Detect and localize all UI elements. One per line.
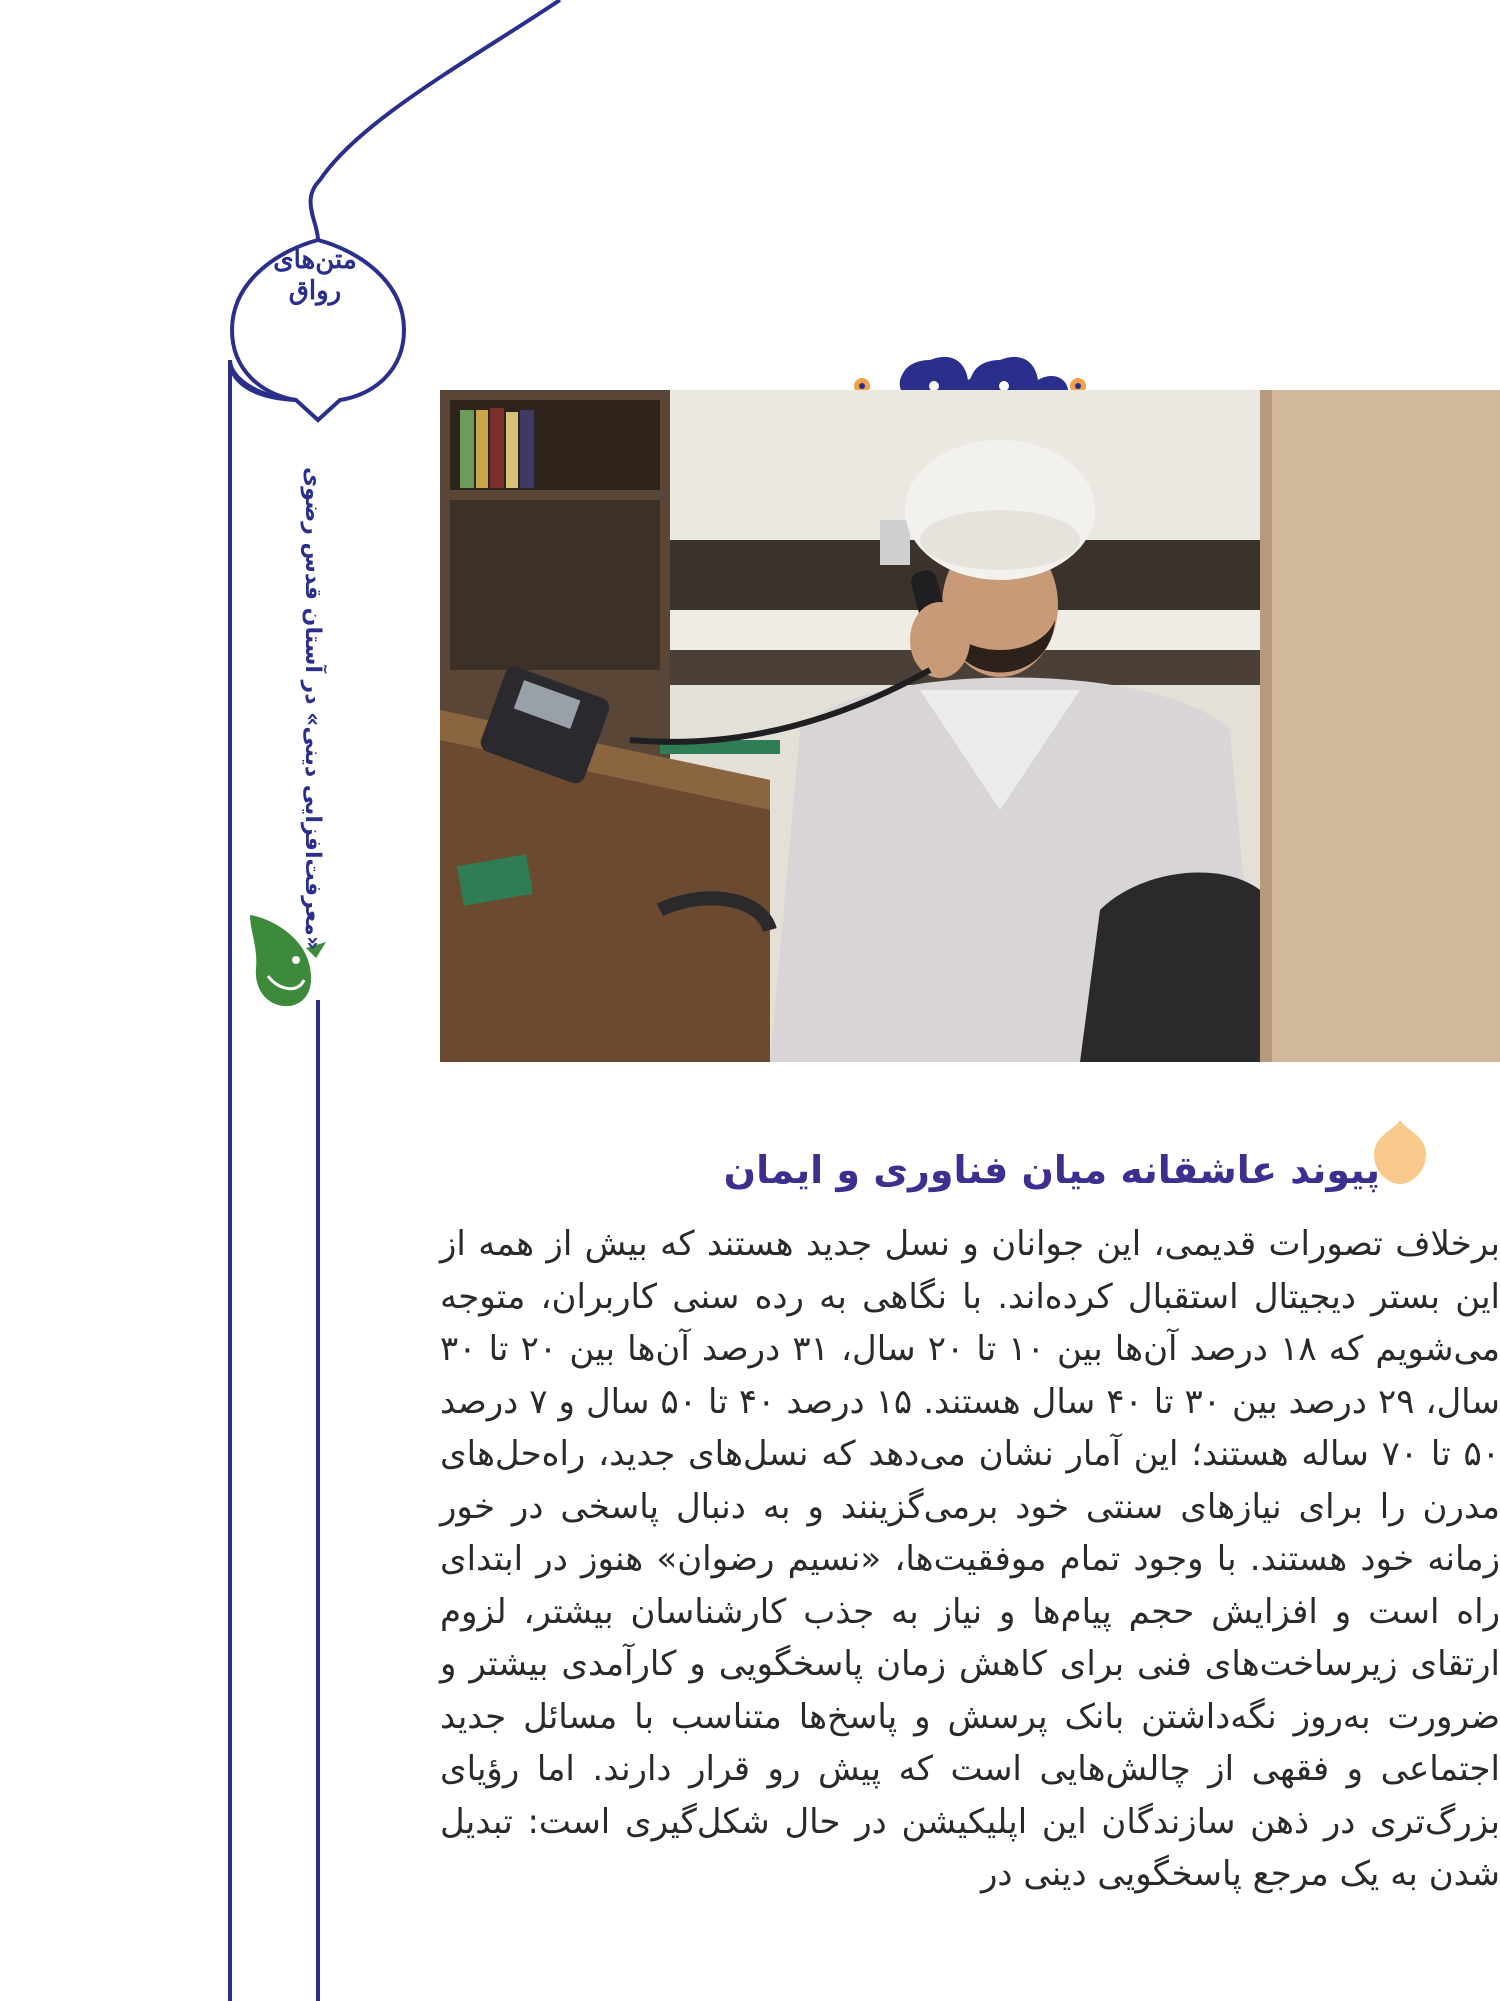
article-heading: پیوند عاشقانه میان فناوری و ایمان	[723, 1148, 1380, 1192]
article-paragraph: برخلاف تصورات قدیمی، این جوانان و نسل جدید هستند که بیش از همه از این بستر دیجیتال استقبال کرده‌اند. با نگاهی به رده سنی کاربران، متوجه می‌شویم که ۱۸ درصد آن‌ها بین ۱۰ تا ۲۰ سال، ۳۱ درصد آن‌ها بین ۲۰ تا ۳۰ سال، ۲۹ درصد بین ۳۰ تا ۴۰ سال هستند. ۱۵ درصد ۴۰ تا ۵۰ سال و ۷ درصد ۵۰ تا ۷۰ ساله هستند؛ این آمار نشان می‌دهد که نسل‌های جدید، راه‌حل‌های مدرن را برای نیازهای سنتی خود برمی‌گزینند و به دنبال پاسخی در خور زمانه خود هستند. با وجود تمام موفقیت‌ها، «نسیم رضوان» هنوز در ابتدای راه است و افزایش حجم پیام‌ها و نیاز به جذب کارشناسان بیشتر، لزوم ارتقای زیرساخت‌های فنی برای کاهش زمان پاسخگویی و کارآمدی بیشتر و ضرورت به‌روز نگه‌داشتن بانک پرسش و پاسخ‌ها متناسب با مسائل جدید اجتماعی و فقهی از چالش‌هایی است که پیش رو قرار دارند. اما رؤیای بزرگ‌تری در ذهن سازندگان این اپلیکیشن در حال شکل‌گیری است: تبدیل شدن به یک مرجع پاسخگویی دینی در	[440, 1224, 1500, 1894]
article-body	[440, 1218, 1500, 1901]
vertical-section-title: «معرفت‌افزایی دینی» در آستان قدس رضوی	[300, 466, 325, 950]
logo-calligraphy: متن‌های رواق	[273, 245, 357, 307]
heading-bullet-icon	[1372, 1118, 1428, 1186]
article-photo	[440, 390, 1500, 1062]
photo-illustration	[440, 390, 1500, 1062]
